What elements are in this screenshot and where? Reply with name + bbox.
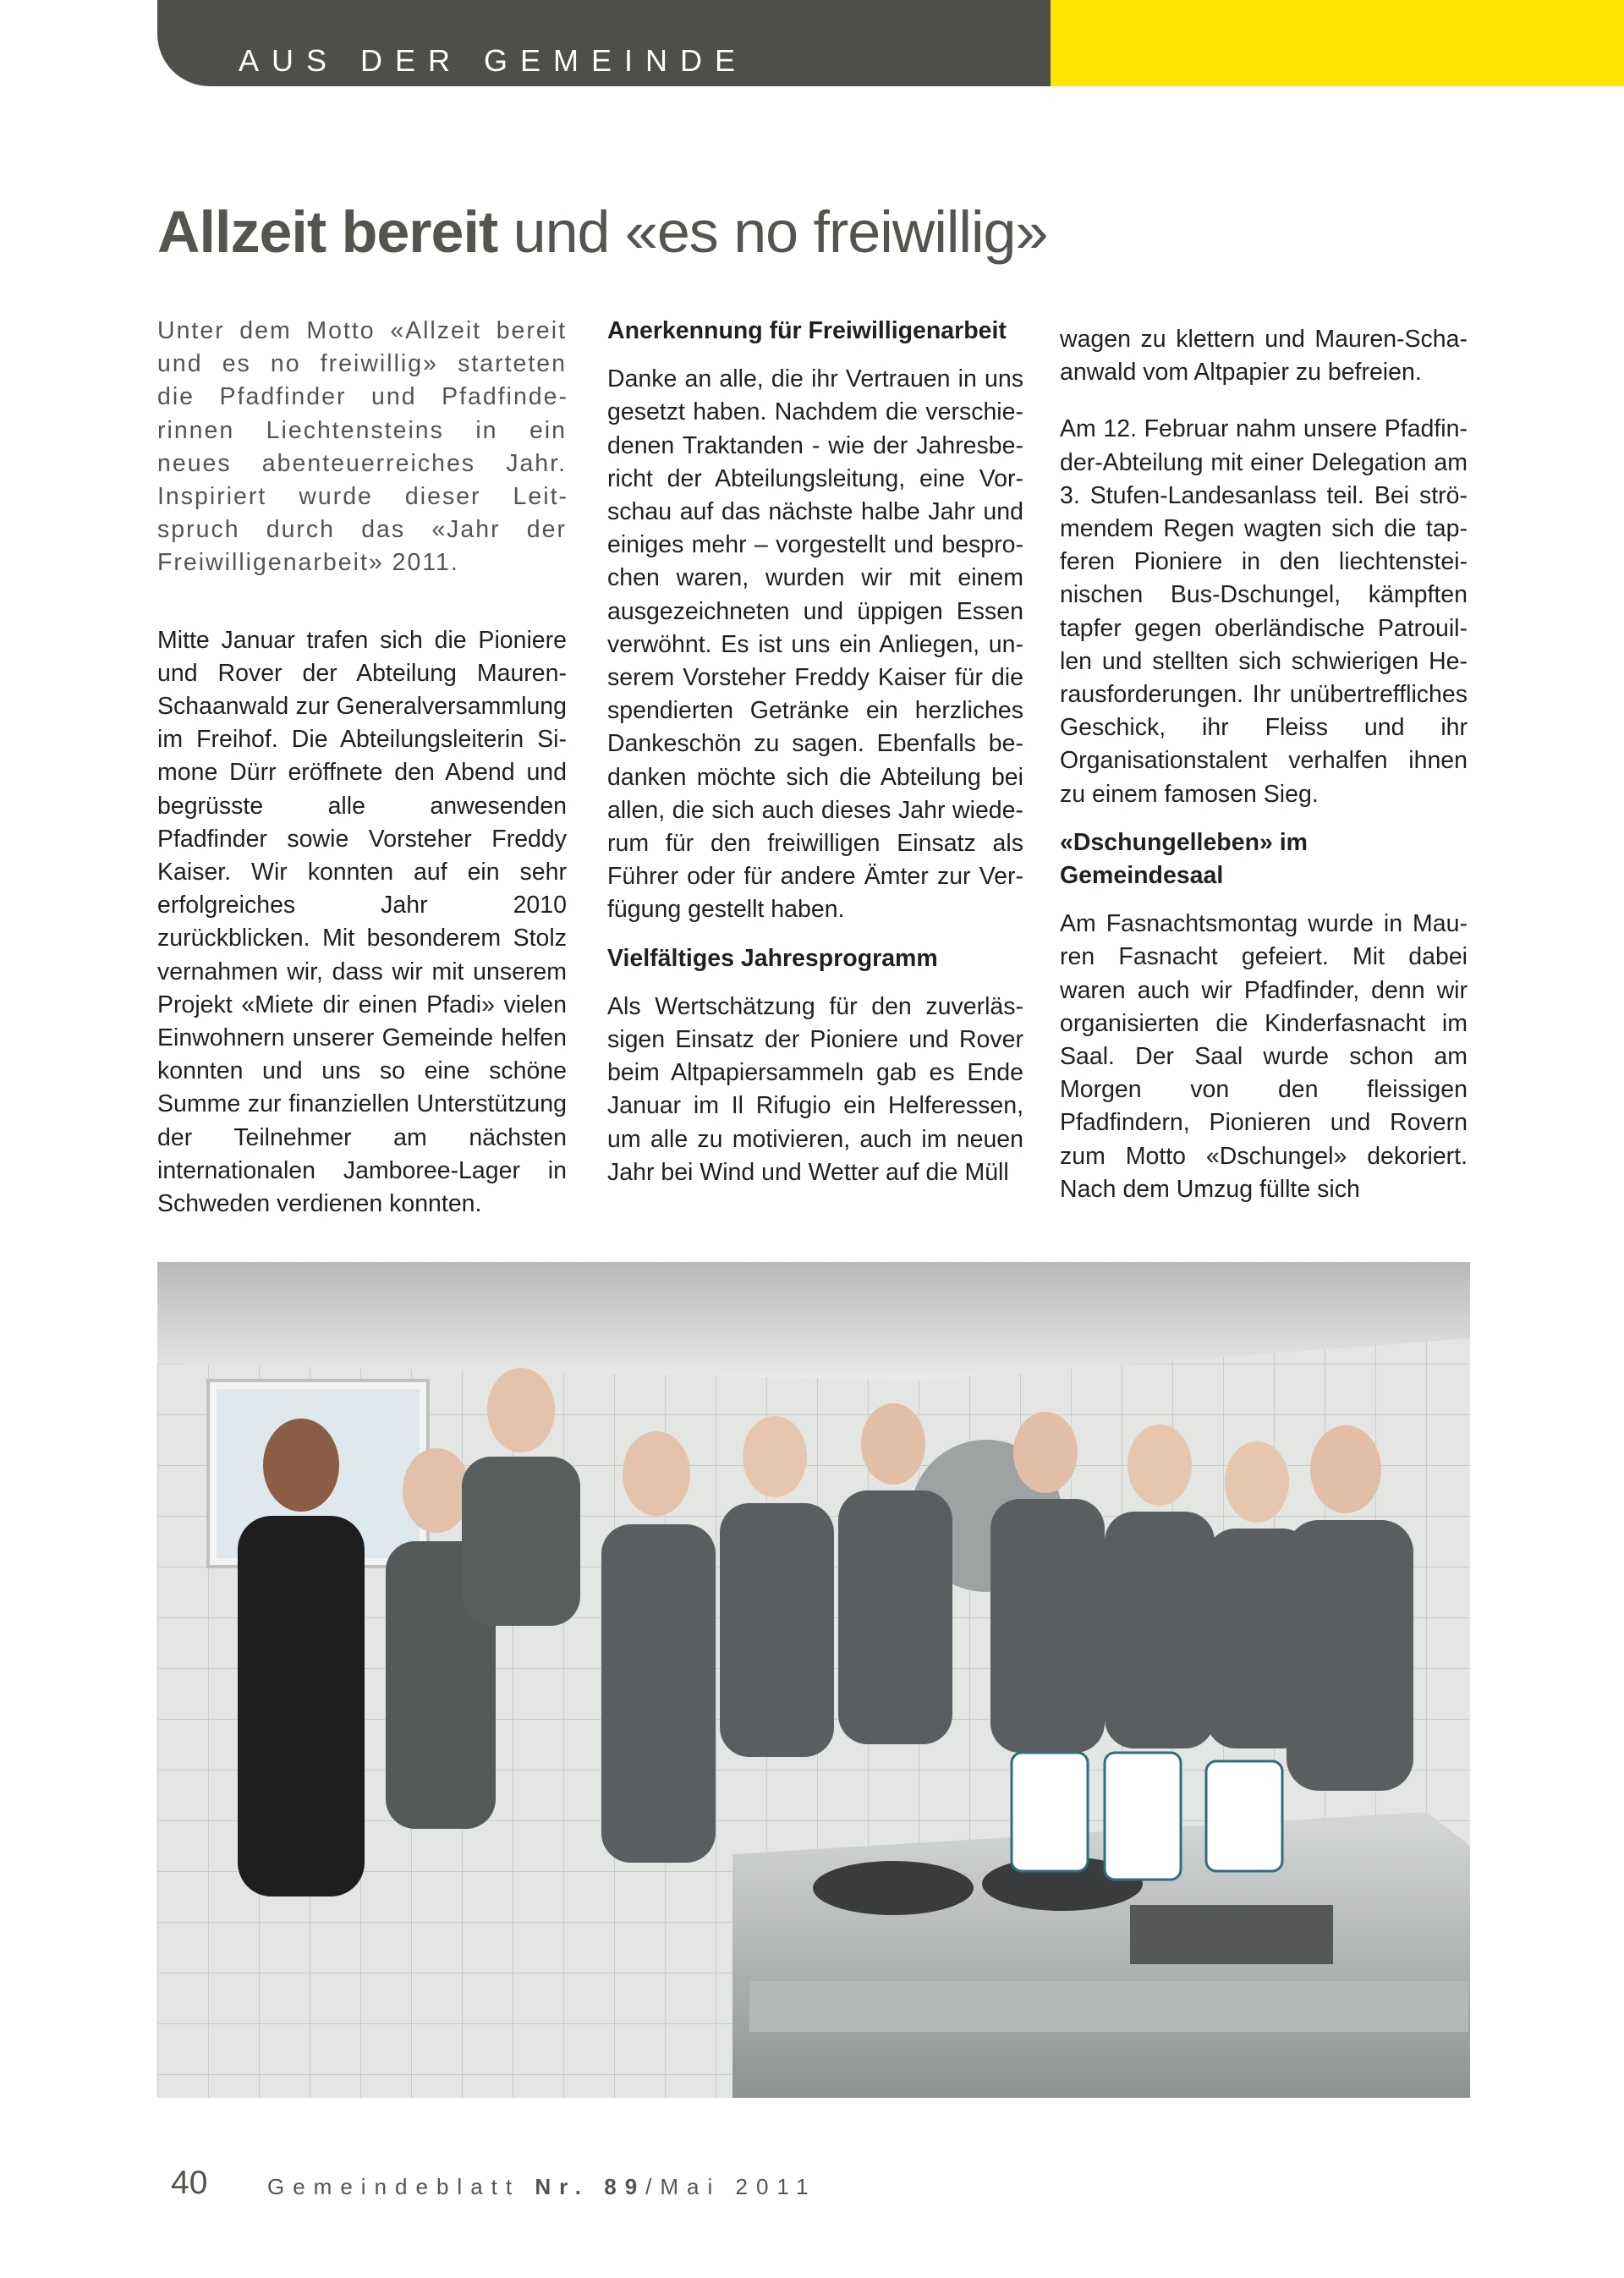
subheading: Vielfältiges Jahresprogramm bbox=[607, 944, 938, 972]
kitchen-group-photo bbox=[157, 1262, 1470, 2098]
paragraph: Am Fasnachtsmontag wurde in Mauren Fasnacht gefeiert. Mit dabei waren auch wir Pfadfinder, denn wir organisierten die Kinderfasnacht im Saal. Der Saal wurde schon am Morgen von den fleissigen Pfadfindern, Pionieren und Rovern zum Motto «Dschungel» dekoriert. Nach dem Umzug füllte sich bbox=[1060, 910, 1468, 1203]
title-bold: Allzeit bereit bbox=[157, 199, 498, 265]
lead-paragraph: Unter dem Motto «Allzeit bereit und es no freiwillig» starteten die Pfadfinder und Pfadfinderinnen Liechtensteins in ein neues abenteuerreiches Jahr. Inspiriert wurde dieser Leitspruch durch das «Jahr der Freiwilligenarbeit» 2011. bbox=[157, 317, 567, 577]
title-light: und «es no freiwillig» bbox=[497, 199, 1048, 265]
paragraph: Danke an alle, die ihr Vertrauen in uns gesetzt haben. Nachdem die verschiedenen Traktanden - wie der Jahresbericht der Abteilungsleitung, eine Vorschau auf das nächste halbe Jahr und einiges mehr – vorgestellt und besprochen waren, wurden wir mit einem ausgezeichneten und üppigen Essen verwöhnt. Es ist uns ein Anliegen, unserem Vorsteher Freddy Kaiser für die spendierten Getränke ein herzliches Dankeschön zu sagen. Ebenfalls bedanken möchte sich die Abteilung bei allen, die sich auch dieses Jahr wiederum für den freiwilligen Einsatz als Führer oder für andere Ämter zur Verfügung gestellt haben. bbox=[607, 365, 1023, 924]
column-3 bbox=[1060, 315, 1468, 1206]
subheading: «Dschungelleben» im Gemeindesaal bbox=[1060, 828, 1309, 890]
paragraph: wagen zu klettern und Mauren-Schaanwald vom Altpapier zu befreien. bbox=[1060, 326, 1468, 387]
section-label: AUS DER GEMEINDE bbox=[239, 43, 749, 78]
paragraph: Als Wertschätzung für den zuverlässigen Einsatz der Pioniere und Rover beim Altpapiersammeln gab es Ende Januar im Il Rifugio ein Helferessen, um alle zu motivieren, auch im neuen Jahr bei Wind und Wetter auf die Müll bbox=[607, 992, 1023, 1186]
column-1 bbox=[157, 315, 567, 1221]
paragraph: Am 12. Februar nahm unsere Pfadfinder-Abteilung mit einer Delegation am 3. Stufen-Landesanlass teil. Bei strömendem Regen wagten sich die tapferen Pioniere in den liechtensteinischen Bus-Dschungel, kämpften tapfer gegen oberländische Patrouillen und stellten sich schwierigen Herausforderungen. Ihr unübertreffliches Geschick, ihr Fleiss und ihr Organisationstalent verhalfen ihnen zu einem famosen Sieg. bbox=[1060, 415, 1468, 808]
header-accent bbox=[1051, 0, 1624, 86]
group-photo bbox=[157, 1262, 1470, 2098]
page-number: 40 bbox=[171, 2165, 208, 2201]
stove bbox=[732, 1812, 1470, 2098]
footer-publication: Gemeindeblatt Nr. 89/Mai 2011 bbox=[267, 2174, 817, 2199]
paragraph: Mitte Januar trafen sich die Pioniere und Rover der Abteilung Mauren-Schaanwald zur Generalversammlung im Freihof. Die Abteilungsleiterin Simone Dürr eröffnete den Abend und begrüsste alle anwesenden Pfadfinder sowie Vorsteher Freddy Kaiser. Wir konnten auf ein sehr erfolgreiches Jahr 2010 zurückblicken. Mit besonderem Stolz vernahmen wir, dass wir mit unserem Projekt «Miete dir einen Pfadi» vielen Einwohnern unserer Gemeinde helfen konnten und uns so eine schöne Summe zur finanziellen Unterstützung der Teilnehmer am nächsten internationalen Jamboree-Lager in Schweden verdienen konnten. bbox=[157, 626, 567, 1218]
subheading: Anerkennung für Freiwilligenarbeit bbox=[607, 317, 1007, 344]
article-title bbox=[157, 196, 1047, 267]
column-2 bbox=[607, 315, 1023, 1189]
bowl-stacks bbox=[1012, 1753, 1282, 1880]
